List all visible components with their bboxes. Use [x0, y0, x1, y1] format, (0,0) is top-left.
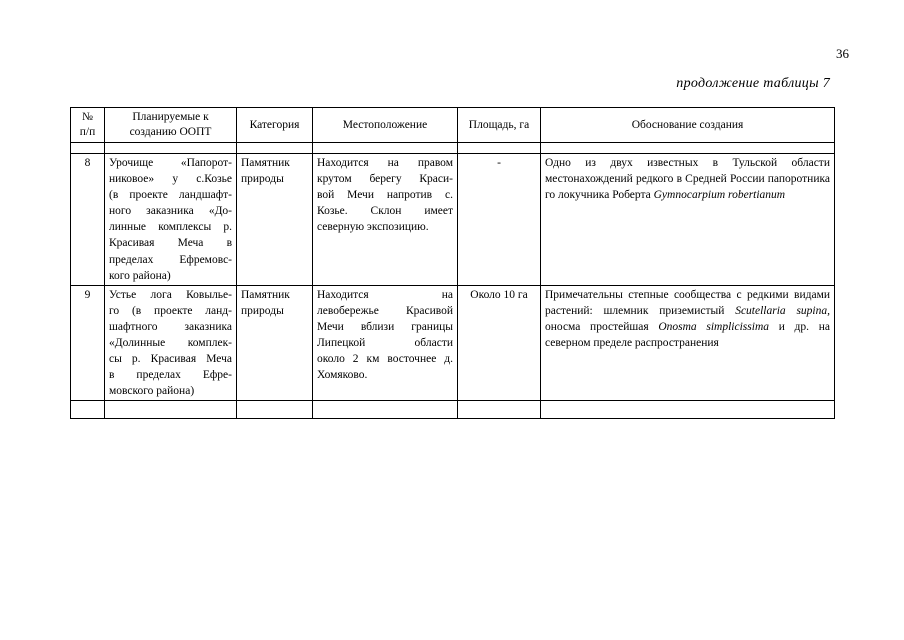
row-location: Находится на левобережье Красивой Мечи вблизи границы Липецкой области около 2 км восточнее д. Хомяково. — [313, 285, 458, 401]
row-justification: Одно из двух известных в Тульской области местонахождений редкого в Средней России папоротника го локучника Роберта Gymnocarpium robertianum — [541, 154, 835, 286]
table-row — [71, 154, 835, 286]
row-number: 8 — [71, 154, 105, 286]
protected-areas-table — [70, 107, 835, 419]
row-category: Памятник природы — [237, 285, 313, 401]
species-name: Onosma simplicissima — [658, 320, 769, 333]
row-name: Урочище «Папорот- никовое» у с.Козье (в проекте ландшафт- ного заказника «До- линные комплексы р. Красивая Меча в пределах Ефремовс- кого района) — [105, 154, 237, 286]
header-category: Категория — [237, 108, 313, 143]
header-num: № п/п — [71, 108, 105, 143]
table-spacer-row — [71, 143, 835, 154]
species-name: Gymnocarpium robertianum — [653, 189, 786, 202]
row-name: Устье лога Ковылье- го (в проекте ланд- шафтного заказника «Долинные комплек- сы р. Красивая Меча в пределах Ефре- мовского района) — [105, 285, 237, 401]
row-location: Находится на правом крутом берегу Краси- вой Мечи напротив с. Козье. Склон имеет северную экспозицию. — [313, 154, 458, 286]
species-name: Scutellaria supina, — [735, 304, 831, 317]
header-location: Местоположение — [313, 108, 458, 143]
row-justification: Примечательны степные сообщества с редкими видами растений: шлемник приземистый Scutellaria supina, оносма простейшая Onosma simplicissima и др. на северном пределе распространения — [541, 285, 835, 401]
table-continuation-caption: продолжение таблицы 7 — [676, 76, 830, 91]
header-area: Площадь, га — [458, 108, 541, 143]
row-number: 9 — [71, 285, 105, 401]
table-row — [71, 285, 835, 401]
page-number: 36 — [836, 46, 849, 61]
header-planned-area: Планируемые к созданию ООПТ — [105, 108, 237, 143]
table-header-row — [71, 108, 835, 143]
table-spacer-row — [71, 401, 835, 419]
header-justification: Обоснование создания — [541, 108, 835, 143]
row-category: Памятник природы — [237, 154, 313, 286]
row-area: Около 10 га — [458, 285, 541, 401]
row-area: - — [458, 154, 541, 286]
